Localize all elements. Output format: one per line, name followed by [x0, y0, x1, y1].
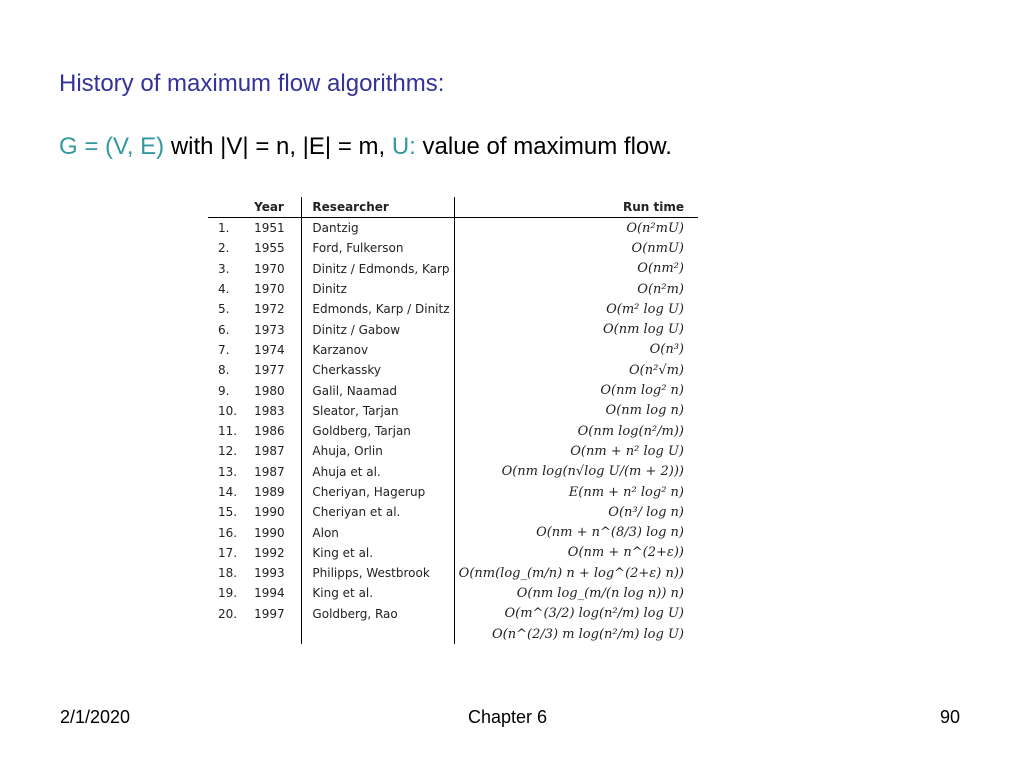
- row-year: 1955: [254, 241, 285, 256]
- table-row: [208, 380, 698, 400]
- row-runtime: O(n³/ log n): [608, 504, 684, 520]
- row-researcher: Karzanov: [302, 340, 454, 360]
- row-number: 14.: [218, 485, 238, 499]
- row-number: 18.: [218, 566, 238, 581]
- row-number: 8.: [218, 363, 230, 378]
- row-year: 1970: [254, 261, 285, 276]
- table-header-row: [208, 197, 698, 218]
- row-number: 2.: [218, 241, 230, 256]
- row-runtime: O(nm log(n√log U/(m + 2))): [501, 464, 684, 480]
- table-row: [208, 583, 698, 603]
- row-researcher: Sleator, Tarjan: [302, 401, 454, 421]
- row-researcher: Edmonds, Karp / Dinitz: [302, 299, 454, 319]
- row-researcher: Ford, Fulkerson: [302, 238, 454, 258]
- row-number: 12.: [218, 444, 238, 459]
- table-row: [208, 604, 698, 624]
- row-number: 1.: [218, 221, 230, 236]
- row-number: 5.: [218, 302, 230, 317]
- row-researcher: Galil, Naamad: [302, 380, 454, 400]
- table-row: [208, 360, 698, 380]
- row-runtime: O(nm log_(m/(n log n)) n): [516, 585, 684, 601]
- row-runtime: O(nm + n^(2+ε)): [567, 545, 684, 561]
- row-runtime: O(n^(2/3) m log(n²/m) log U): [492, 626, 684, 642]
- row-year: 1977: [254, 363, 285, 378]
- table-body: [208, 218, 698, 645]
- table-row: [208, 441, 698, 461]
- algorithm-history-table: [208, 197, 698, 644]
- table-row: [208, 624, 698, 644]
- table-row: [208, 522, 698, 542]
- row-number: 9.: [218, 383, 230, 398]
- table-row: [208, 319, 698, 339]
- table-row: [208, 563, 698, 583]
- header-researcher: Researcher: [302, 197, 454, 218]
- row-year: [250, 624, 302, 644]
- row-researcher: [302, 624, 454, 644]
- footer-chapter: Chapter 6: [468, 707, 548, 727]
- row-number: 16.: [218, 525, 238, 540]
- row-number: 10.: [218, 403, 238, 418]
- row-runtime: O(nm²): [637, 261, 684, 277]
- row-runtime: O(nm + n² log U): [570, 443, 684, 459]
- row-year: 1990: [254, 505, 285, 520]
- row-runtime: O(n²√m): [629, 362, 684, 378]
- row-year: 1973: [254, 322, 285, 337]
- row-researcher: Cheriyan, Hagerup: [302, 482, 454, 502]
- table-row: [208, 462, 698, 482]
- row-year: 1951: [254, 221, 285, 236]
- footer-date: 2/1/2020: [60, 707, 131, 727]
- table-row: [208, 299, 698, 319]
- row-number: 17.: [218, 545, 238, 560]
- runtime-table: [208, 197, 698, 644]
- row-year: 1993: [254, 566, 285, 581]
- row-number: [208, 624, 250, 644]
- row-runtime: O(n³): [649, 342, 684, 358]
- row-researcher: Dinitz / Edmonds, Karp: [302, 259, 454, 279]
- row-researcher: Dinitz / Gabow: [302, 319, 454, 339]
- slide-title: History of maximum flow algorithms:: [59, 70, 445, 97]
- footer-page-number: 90: [940, 707, 961, 727]
- graph-definition: G = (V, E): [59, 133, 165, 160]
- header-year: Year: [250, 197, 302, 218]
- row-year: 1970: [254, 282, 285, 297]
- row-runtime: O(n²m): [637, 281, 684, 297]
- graph-size-text: with |V| = n, |E| = m,: [164, 133, 392, 160]
- row-number: 6.: [218, 322, 230, 337]
- row-researcher: Cherkassky: [302, 360, 454, 380]
- row-researcher: Ahuja et al.: [302, 462, 454, 482]
- row-year: 1989: [254, 485, 285, 499]
- row-number: 7.: [218, 342, 230, 357]
- row-number: 3.: [218, 261, 230, 276]
- row-researcher: Dinitz: [302, 279, 454, 299]
- row-number: 19.: [218, 586, 238, 601]
- row-year: 1994: [254, 586, 285, 601]
- row-year: 1972: [254, 302, 285, 317]
- row-runtime: O(nm log² n): [600, 383, 684, 399]
- u-label: U:: [391, 133, 416, 160]
- table-row: [208, 259, 698, 279]
- row-number: 15.: [218, 505, 238, 520]
- row-researcher: Cheriyan et al.: [302, 502, 454, 522]
- table-row: [208, 218, 698, 239]
- row-researcher: Goldberg, Tarjan: [302, 421, 454, 441]
- row-year: 1987: [254, 464, 285, 479]
- row-runtime: O(nm log n): [605, 403, 684, 419]
- row-year: 1986: [254, 424, 285, 439]
- subtitle: [59, 133, 672, 161]
- row-runtime: O(n²mU): [626, 220, 684, 236]
- row-researcher: King et al.: [302, 583, 454, 603]
- row-number: 20.: [218, 606, 238, 621]
- row-number: 4.: [218, 282, 230, 297]
- row-researcher: Ahuja, Orlin: [302, 441, 454, 461]
- row-researcher: Dantzig: [302, 218, 454, 239]
- row-runtime: O(m² log U): [606, 301, 684, 317]
- table-row: [208, 340, 698, 360]
- row-runtime: O(nm log(n²/m)): [577, 423, 684, 439]
- row-runtime: O(m^(3/2) log(n²/m) log U): [504, 606, 684, 622]
- row-year: 1990: [254, 525, 285, 540]
- table-row: [208, 421, 698, 441]
- row-year: 1974: [254, 342, 285, 357]
- row-year: 1992: [254, 545, 285, 560]
- row-runtime: O(nm + n^(8/3) log n): [536, 525, 684, 541]
- header-num: [208, 197, 250, 218]
- table-row: [208, 502, 698, 522]
- row-year: 1983: [254, 403, 285, 418]
- row-number: 13.: [218, 464, 238, 479]
- row-researcher: Goldberg, Rao: [302, 604, 454, 624]
- table-row: [208, 543, 698, 563]
- row-year: 1997: [254, 606, 285, 621]
- row-runtime: O(nm(log_(m/n) n + log^(2+ε) n)): [458, 565, 684, 581]
- row-runtime: O(nm log U): [602, 322, 684, 338]
- row-researcher: Alon: [302, 522, 454, 542]
- table-row: [208, 401, 698, 421]
- row-year: 1987: [254, 444, 285, 459]
- row-number: 11.: [218, 424, 238, 439]
- row-runtime: E(nm + n² log² n): [568, 484, 684, 500]
- table-row: [208, 279, 698, 299]
- row-runtime: O(nmU): [631, 240, 684, 256]
- row-researcher: King et al.: [302, 543, 454, 563]
- row-researcher: Philipps, Westbrook: [302, 563, 454, 583]
- table-row: [208, 238, 698, 258]
- u-description: value of maximum flow.: [415, 133, 672, 160]
- table-row: [208, 482, 698, 502]
- header-runtime: Run time: [454, 197, 698, 218]
- row-year: 1980: [254, 383, 285, 398]
